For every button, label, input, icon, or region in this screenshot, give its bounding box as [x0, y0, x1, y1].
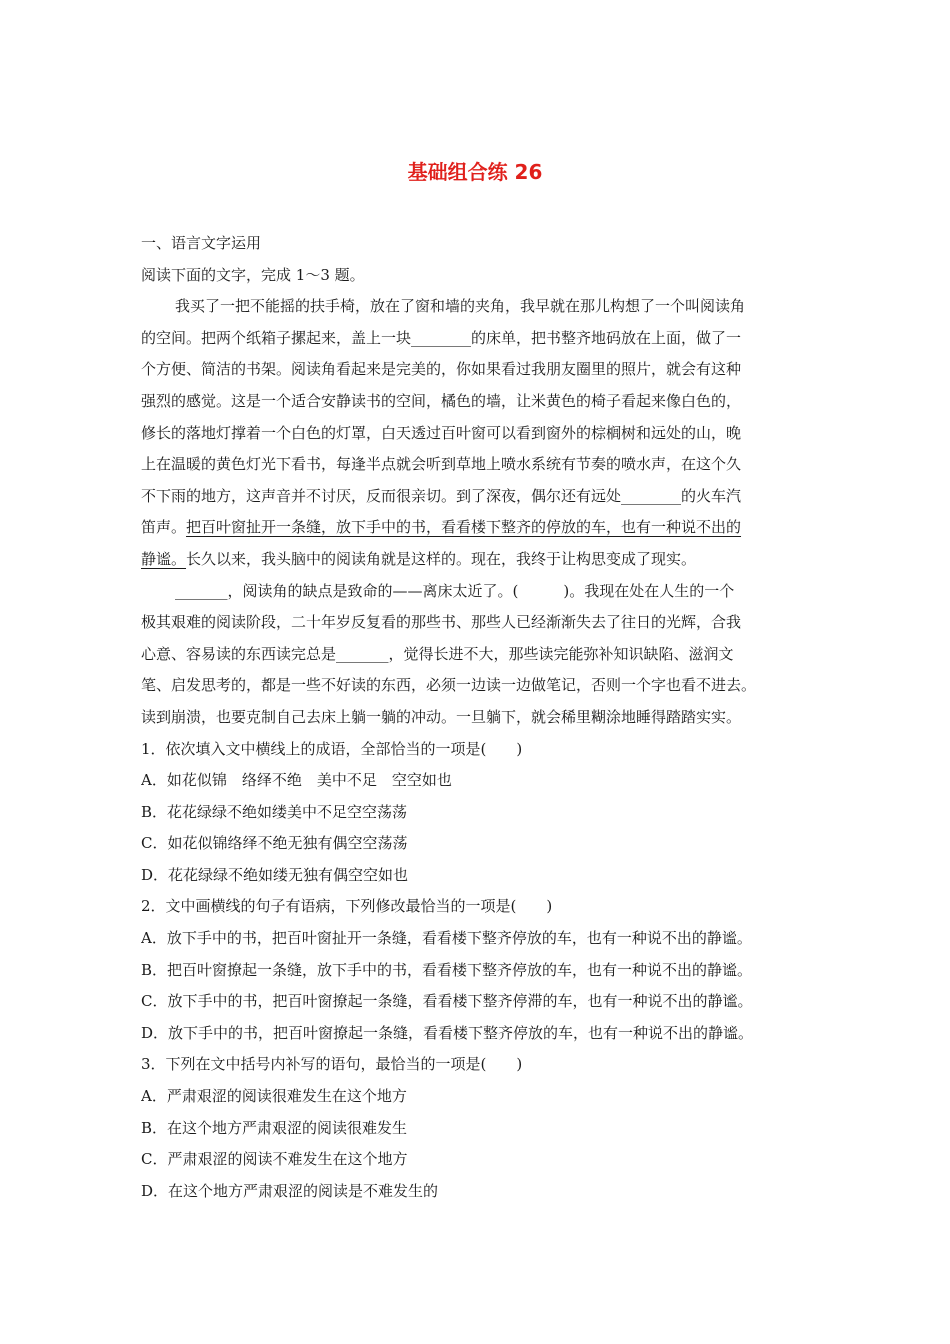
passage-paragraph-1: [141, 291, 821, 575]
option-d: D．放下手中的书，把百叶窗撩起一条缝，看看楼下整齐停放的车，也有一种说不出的静谧。: [141, 1023, 754, 1042]
page-title: 基础组合练 26: [407, 160, 543, 184]
passage-line: 强烈的感觉。这是一个适合安静读书的空间，橘色的墙，让米黄色的椅子看起来像白色的，: [141, 391, 742, 410]
passage-line: 极其艰难的阅读阶段，二十年岁反复看的那些书、那些人已经渐渐失去了往日的光辉，合我: [141, 613, 742, 632]
passage-line: _______，阅读角的缺点是致命的——离床太近了。( )。我现在处在人生的一个: [175, 581, 735, 600]
question-3: [141, 1049, 821, 1207]
passage-line: [141, 512, 821, 544]
passage-line: 的空间。把两个纸箱子摞起来，盖上一块________的床单，把书整齐地码放在上面，做了一: [141, 328, 742, 347]
underlined-sentence-end: 静谧。: [141, 549, 187, 568]
option-b: B．在这个地方严肃艰涩的阅读很难发生: [141, 1118, 408, 1137]
passage-line: 修长的落地灯撑着一个白色的灯罩，白天透过百叶窗可以看到窗外的棕榈树和远处的山，晚: [141, 423, 742, 442]
option-c: C．严肃艰涩的阅读不难发生在这个地方: [141, 1150, 408, 1169]
option-a: A．如花似锦 络绎不绝 美中不足 空空如也: [141, 771, 452, 790]
passage-line: 我买了一把不能摇的扶手椅，放在了窗和墙的夹角，我早就在那儿构想了一个叫阅读角: [175, 297, 746, 316]
option-d: D．花花绿绿不绝如缕无独有偶空空如也: [141, 865, 409, 884]
question-2: [141, 891, 821, 1049]
option-a: A．严肃艰涩的阅读很难发生在这个地方: [141, 1087, 407, 1106]
passage-line: 笔、启发思考的，都是一些不好读的东西，必须一边读一边做笔记，否则一个字也看不进去。: [141, 676, 757, 695]
passage-line: 心意、容易读的东西读完总是_______，觉得长进不大，那些读完能弥补知识缺陷、滋润文: [141, 644, 734, 663]
passage-line: [141, 544, 821, 576]
reading-instruction: 阅读下面的文字，完成 1～3 题。: [141, 265, 365, 284]
underlined-sentence: 把百叶窗扯开一条缝，放下手中的书，看看楼下整齐的停放的车，也有一种说不出的: [186, 518, 742, 537]
option-d: D．在这个地方严肃艰涩的阅读是不难发生的: [141, 1181, 439, 1200]
option-a: A．放下手中的书，把百叶窗扯开一条缝，看看楼下整齐停放的车，也有一种说不出的静谧。: [141, 929, 752, 948]
passage-line: 不下雨的地方，这声音并不讨厌，反而很亲切。到了深夜，偶尔还有远处________的火车汽: [141, 486, 742, 505]
option-c: C．如花似锦络绎不绝无独有偶空空荡荡: [141, 834, 408, 853]
document-body: [141, 228, 821, 1207]
option-b: B．把百叶窗撩起一条缝，放下手中的书，看看楼下整齐停放的车，也有一种说不出的静谧。: [141, 960, 753, 979]
question-stem: 3．下列在文中括号内补写的语句，最恰当的一项是( ): [141, 1055, 523, 1074]
question-stem: 1．依次填入文中横线上的成语，全部恰当的一项是( ): [141, 739, 523, 758]
passage-paragraph-2: [141, 576, 821, 734]
option-c: C．放下手中的书，把百叶窗撩起一条缝，看看楼下整齐停滞的车，也有一种说不出的静谧。: [141, 992, 753, 1011]
section-heading: 一、语言文字运用: [141, 234, 262, 252]
passage-line: 读到崩溃，也要克制自己去床上躺一躺的冲动。一旦躺下，就会稀里糊涂地睡得踏踏实实。: [141, 707, 742, 726]
option-b: B．花花绿绿不绝如缕美中不足空空荡荡: [141, 802, 408, 821]
question-1: [141, 734, 821, 892]
question-stem: 2．文中画横线的句子有语病，下列修改最恰当的一项是( ): [141, 897, 553, 916]
passage-text: 长久以来，我头脑中的阅读角就是这样的。现在，我终于让构思变成了现实。: [186, 549, 697, 568]
passage-line: 上在温暖的黄色灯光下看书，每逢半点就会听到草地上喷水系统有节奏的喷水声，在这个久: [141, 455, 742, 474]
passage-line: 个方便、简洁的书架。阅读角看起来是完美的，你如果看过我朋友圈里的照片，就会有这种: [141, 360, 742, 379]
passage-text: 笛声。: [141, 518, 187, 537]
